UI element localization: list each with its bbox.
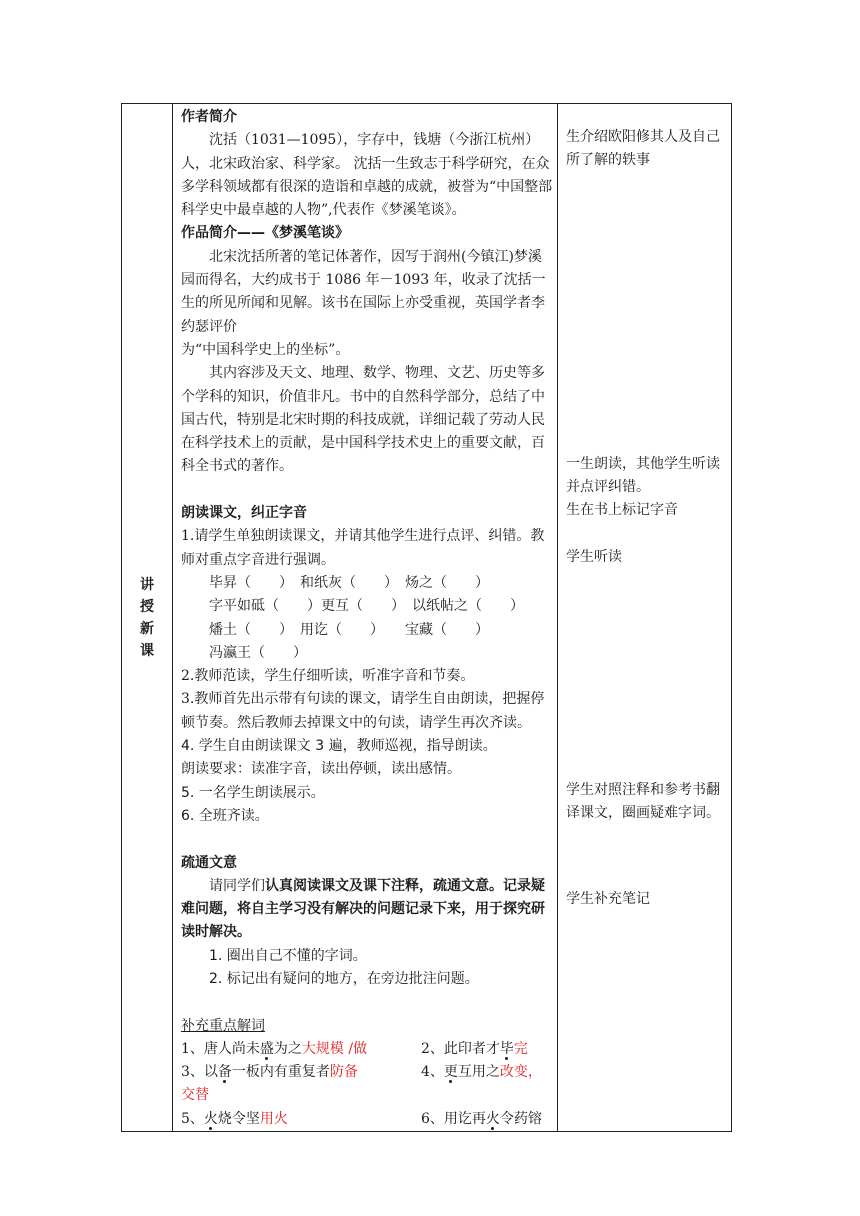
reading-step-3: 3.教师首先出示带有句读的课文，请学生自由朗读，把握停顿节奏。然后教师去掉课文中的句读，请学生再次齐读。 [181, 691, 545, 731]
student-activity: 学生听读 [566, 548, 622, 565]
vocab-item-5: 5、火烧令坚用火 [181, 1110, 288, 1127]
vocab-meaning: 改变， [499, 1064, 542, 1081]
vocab-heading: 补充重点解词 [181, 1017, 265, 1034]
pronunciation-row: 燔土（ ） 用讫（ ） 宝藏（ ） [209, 621, 489, 638]
meaning-text [181, 875, 553, 945]
emphasis-char: 备 [217, 1064, 232, 1081]
lesson-plan-table [121, 103, 732, 1132]
emphasis-char: 火 [203, 1110, 218, 1127]
vocab-item-4: 4、更互用之改变， [421, 1064, 542, 1081]
work-text-1: 北宋沈括所著的笔记体著作，因写于润州(今镇江)梦溪园而得名，大约成书于 1086 年－1093 年，收录了沈括一生的所见所闻和见解。该书在国际上亦受重视，英国学者李约瑟评价 [181, 248, 546, 335]
vocab-meaning: 大规模 /做 [301, 1040, 368, 1057]
vocab-meaning: 用火 [259, 1110, 288, 1127]
meaning-step-1: 1. 圈出自己不懂的字词。 [209, 947, 367, 964]
reading-step-6: 6. 全班齐读。 [181, 807, 269, 824]
pronunciation-row: 冯瀛王（ ） [209, 644, 307, 661]
reading-requirement: 朗读要求：读准字音，读出停顿，读出感情。 [181, 761, 461, 778]
student-activity: 一生朗读，其他学生听读并点评纠错。 [566, 455, 720, 495]
section-label-cell [122, 104, 173, 1132]
meaning-text-bold: 认真阅读课文及课下注释，疏通文意。记录疑难问题，将自主学习没有解决的问题记录下来，用于探究研读时解决。 [181, 877, 545, 941]
vocab-item-1: 1、唐人尚未盛为之大规模 /做 [181, 1040, 368, 1057]
emphasis-char: 更 [443, 1064, 458, 1081]
student-activity: 生介绍欧阳修其人及自己所了解的轶事 [566, 129, 720, 169]
table-row [122, 104, 732, 1132]
work-text-3: 其内容涉及天文、地理、数学、物理、文艺、历史等多个学科的知识，价值非凡。书中的自然科学部分，总结了中国古代，特别是北宋时期的科技成就，详细记载了劳动人民在科学技术上的贡献，是中国科学技术史上的重要文献，百科全书式的著作。 [181, 365, 545, 475]
work-heading: 作品简介——《梦溪笔谈》 [181, 225, 349, 242]
pronunciation-row: 毕昇（ ） 和纸灰（ ） 炀之（ ） [209, 574, 489, 591]
emphasis-char: 火 [485, 1110, 500, 1127]
meaning-heading: 疏通文意 [181, 854, 237, 871]
vocab-item-2: 2、此印者才毕完 [421, 1040, 528, 1057]
emphasis-char: 盛 [259, 1040, 274, 1057]
vocab-row [181, 1038, 553, 1061]
section-label: 讲授新课 [140, 576, 154, 659]
reading-step-5: 5. 一名学生朗读展示。 [181, 784, 325, 801]
vocab-item-6: 6、用讫再火令药镕 [421, 1110, 542, 1127]
vocab-item-3: 3、以备一板内有重复者防备 [181, 1064, 358, 1081]
author-heading: 作者简介 [181, 109, 237, 125]
meaning-text-plain: 请同学们 [209, 877, 265, 894]
reading-step-4: 4. 学生自由朗读课文 3 遍，教师巡视，指导朗读。 [181, 738, 497, 755]
reading-heading: 朗读课文，纠正字音 [181, 505, 307, 522]
student-activity: 学生对照注释和参考书翻译课文，圈画疑难字词。 [566, 782, 720, 822]
vocab-row [181, 1061, 553, 1084]
vocab-meaning-cont: 交替 [181, 1087, 209, 1104]
meaning-step-2: 2. 标记出有疑问的地方，在旁边批注问题。 [209, 970, 479, 987]
reading-step-1: 1.请学生单独朗读课文，并请其他学生进行点评、纠错。教师对重点字音进行强调。 [181, 528, 545, 568]
student-activity: 学生补充笔记 [566, 890, 650, 907]
student-activity: 生在书上标记字音 [566, 502, 678, 519]
student-activity-cell [558, 104, 732, 1132]
emphasis-char: 毕 [499, 1040, 514, 1057]
vocab-meaning: 完 [513, 1040, 528, 1057]
vocab-meaning: 防备 [329, 1064, 358, 1081]
work-text-2: 为“中国科学史上的坐标”。 [181, 341, 350, 358]
author-text: 沈括（1031—1095），字存中，钱塘（今浙江杭州）人，北宋政治家、科学家。 沈括一生致志于科学研究，在众多学科领域都有很深的造诣和卓越的成就，被誉为“中国整部科学史中最卓越的人物”,代表作《梦溪笔谈》。 [181, 132, 553, 219]
reading-step-2: 2.教师范读，学生仔细听读，听准字音和节奏。 [181, 668, 475, 685]
pronunciation-row: 字平如砥（ ）更互（ ） 以纸帖之（ ） [209, 598, 524, 615]
teaching-content-cell [173, 104, 558, 1132]
vocab-row [181, 1108, 553, 1131]
